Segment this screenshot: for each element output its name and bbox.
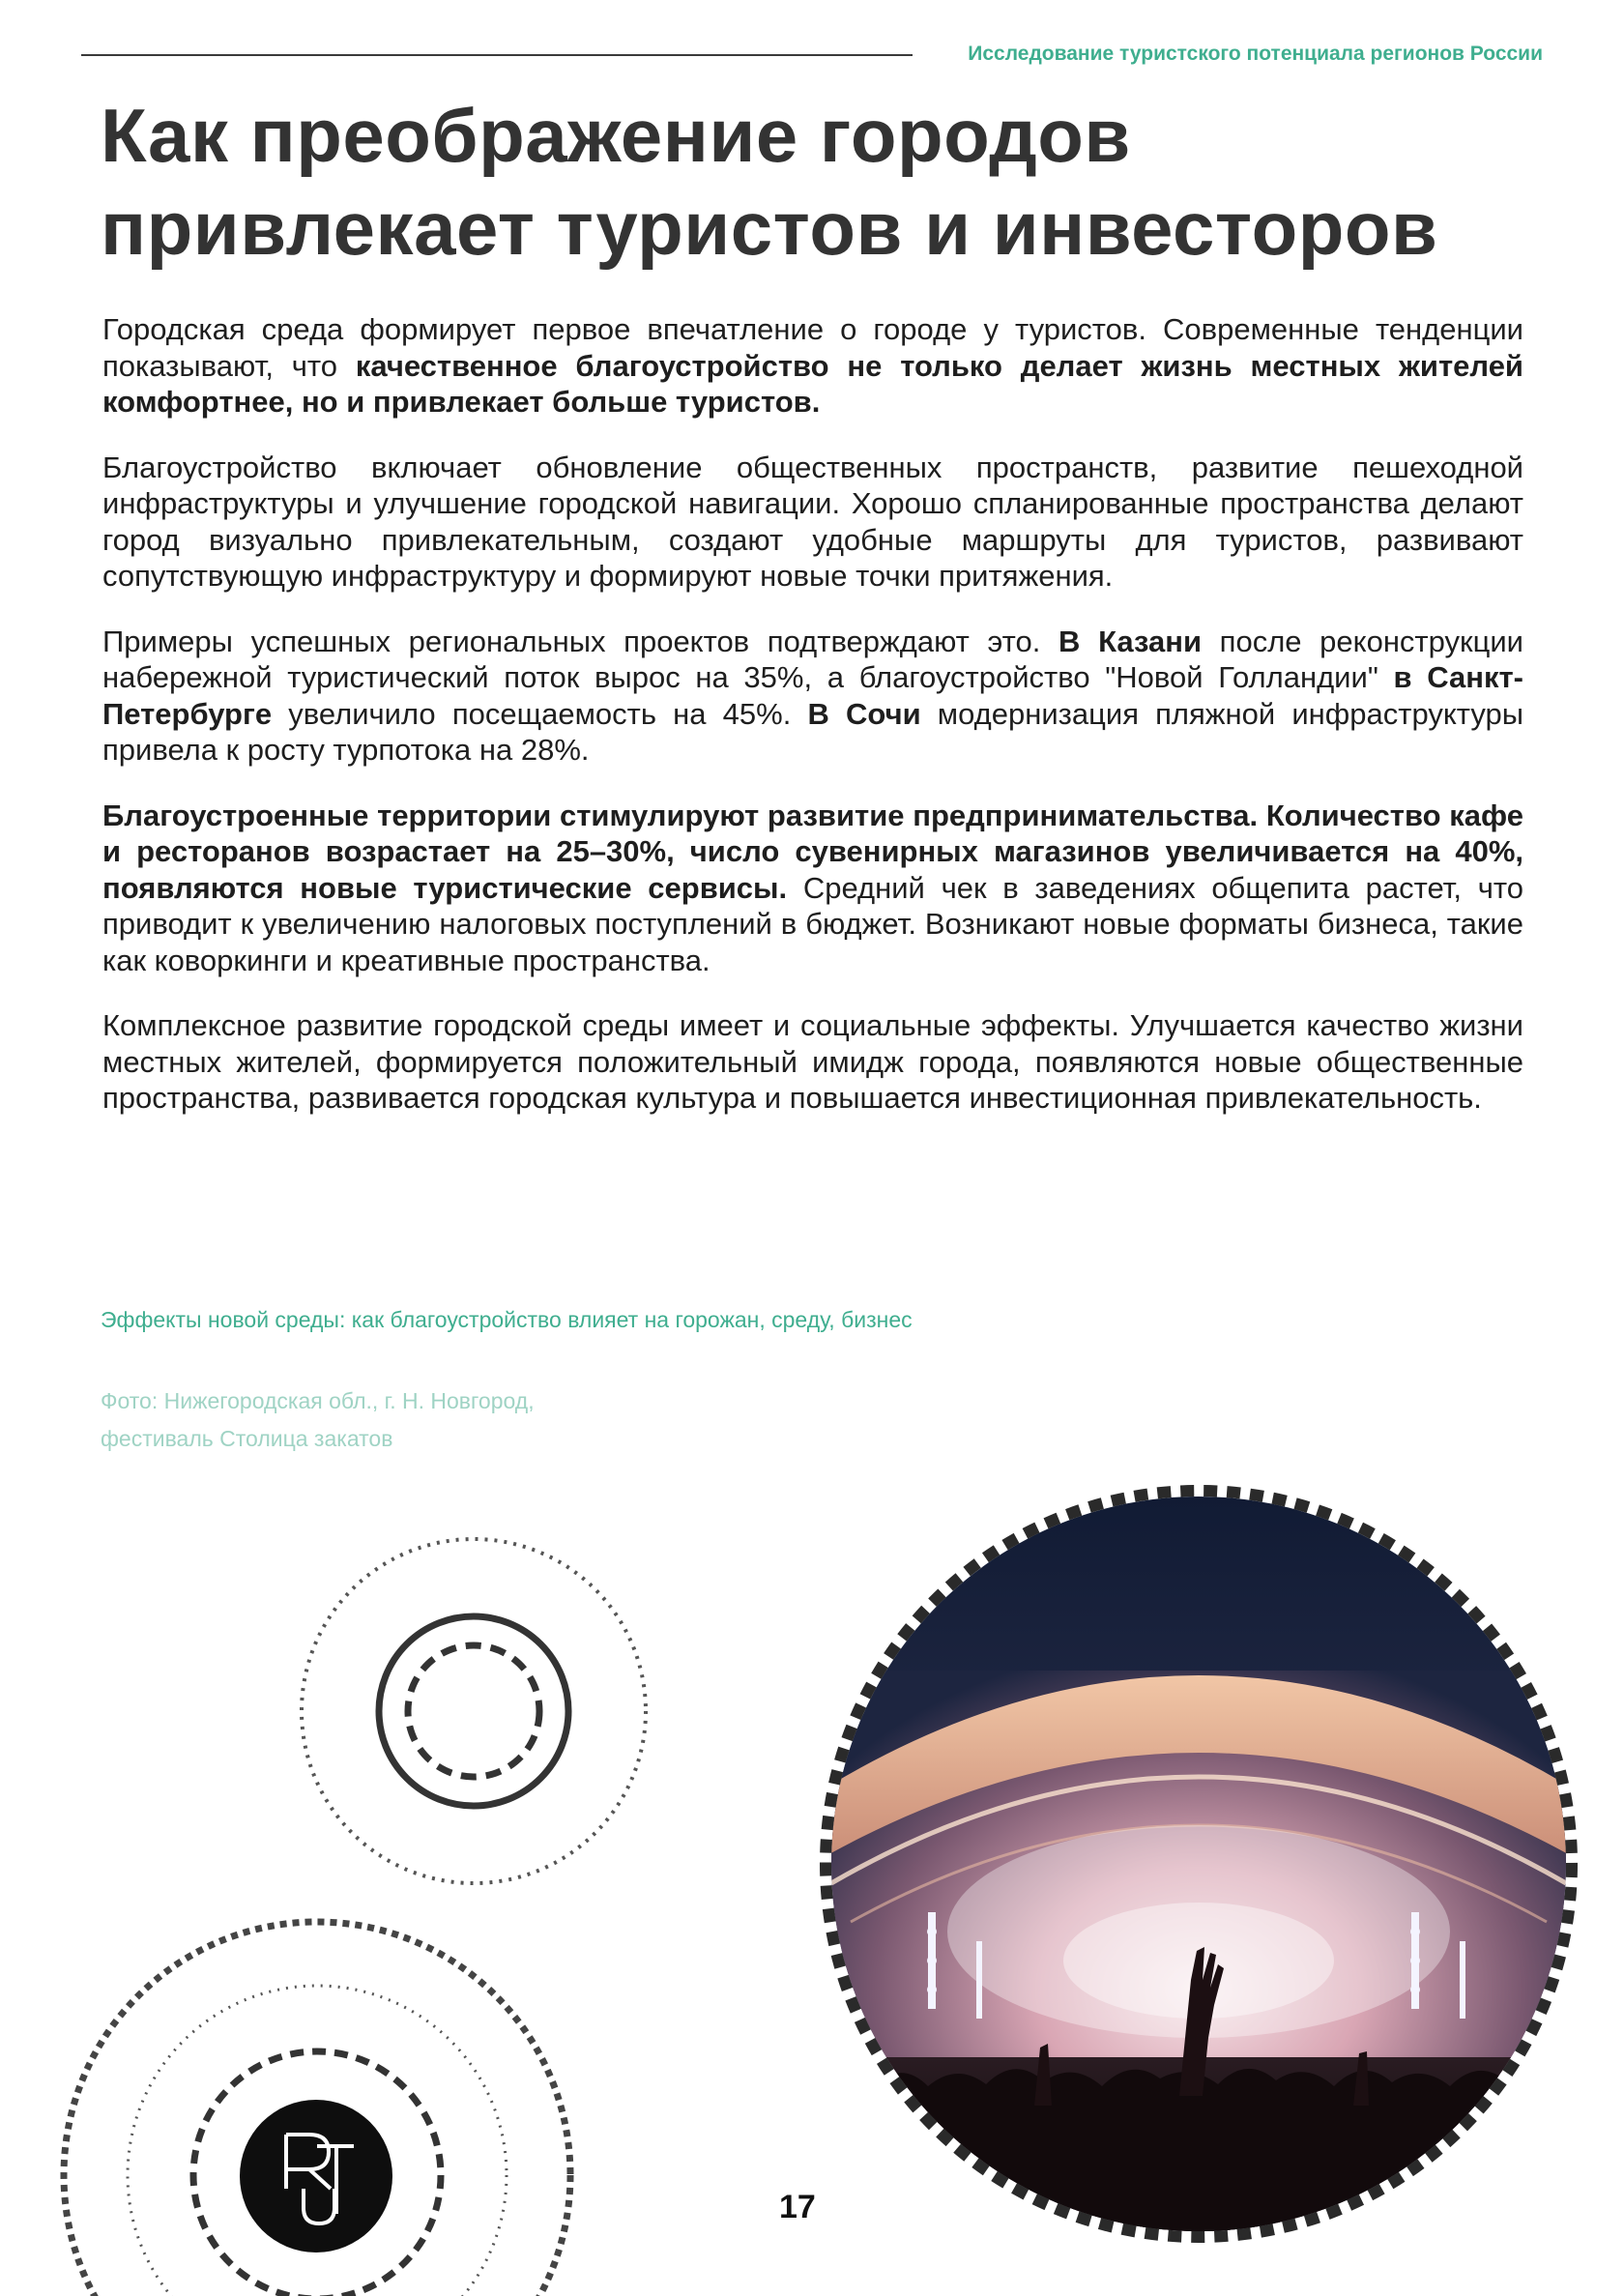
- rut-logo-icon: [240, 2100, 392, 2252]
- page-number: 17: [779, 2189, 816, 2225]
- paragraph-business: Благоустроенные территории стимулируют развитие предпринимательства. Количество кафе и ресторанов возрастает на 25–30%, число сувенирных магазинов увеличивается на 40%, появляются новые туристические сервисы. Средний чек в заведениях общепита растет, что приводит к увеличению налоговых поступлений в бюджет. Возникают новые форматы бизнеса, такие как коворкинги и креативные пространства.: [102, 798, 1523, 977]
- decorative-circles-upper: [290, 1527, 657, 1895]
- effects-caption: Эффекты новой среды: как благоустройство влияет на горожан, среду, бизнес: [101, 1307, 913, 1332]
- paragraph-social: Комплексное развитие городской среды имеет и социальные эффекты. Улучшается качество жизни местных жителей, формируется положительный имидж города, появляются новые общественные пространства, развивается городская культура и повышается инвестиционная привлекательность.: [102, 1008, 1523, 1115]
- header-rule: [81, 54, 913, 56]
- city-sochi: В Сочи: [807, 696, 921, 731]
- running-header: Исследование туристского потенциала регионов России: [968, 43, 1543, 65]
- rut-logo: [240, 2100, 392, 2252]
- intro-highlight: качественное благоустройство не только делает жизнь местных жителей комфортнее, но и привлекает больше туристов.: [102, 348, 1523, 419]
- page-title-line-2: привлекает туристов и инвесторов: [101, 186, 1438, 271]
- article-body: [102, 311, 1523, 1146]
- photo-credit-line-2: фестиваль Столица закатов: [101, 1426, 393, 1451]
- page-title: [101, 89, 1551, 275]
- business-highlight: Благоустроенные территории стимулируют развитие предпринимательства. Количество кафе и ресторанов возрастает на 25–30%, число сувенирных магазинов увеличивается на 40%, появляются новые туристические сервисы.: [102, 798, 1523, 905]
- page-title-line-1: Как преображение городов: [101, 93, 1131, 178]
- festival-photo: [812, 1477, 1585, 2251]
- city-spb: в Санкт-Петербурге: [102, 660, 1524, 731]
- paragraph-intro: Городская среда формирует первое впечатление о городе у туристов. Современные тенденции показывают, что качественное благоустройство не только делает жизнь местных жителей комфортнее, но и привлекает больше туристов.: [102, 312, 1523, 419]
- paragraph-improvement: Благоустройство включает обновление общественных пространств, развитие пешеходной инфраструктуры и улучшение городской навигации. Хорошо спланированные пространства делают город визуально привлекательным, создают удобные маршруты для туристов, развивают сопутствующую инфраструктуру и формируют новые точки притяжения.: [102, 450, 1523, 593]
- paragraph-examples: Примеры успешных региональных проектов подтверждают это. В Казани после реконструкции набережной туристический поток вырос на 35%, а благоустройство "Новой Голландии" в Санкт-Петербурге увеличило посещаемость на 45%. В Сочи модернизация пляжной инфраструктуры привела к росту турпотока на 28%.: [102, 624, 1524, 767]
- photo-credit-line-1: Фото: Нижегородская обл., г. Н. Новгород,: [101, 1388, 535, 1413]
- photo-credit: [101, 1382, 535, 1458]
- city-kazan: В Казани: [1058, 624, 1203, 658]
